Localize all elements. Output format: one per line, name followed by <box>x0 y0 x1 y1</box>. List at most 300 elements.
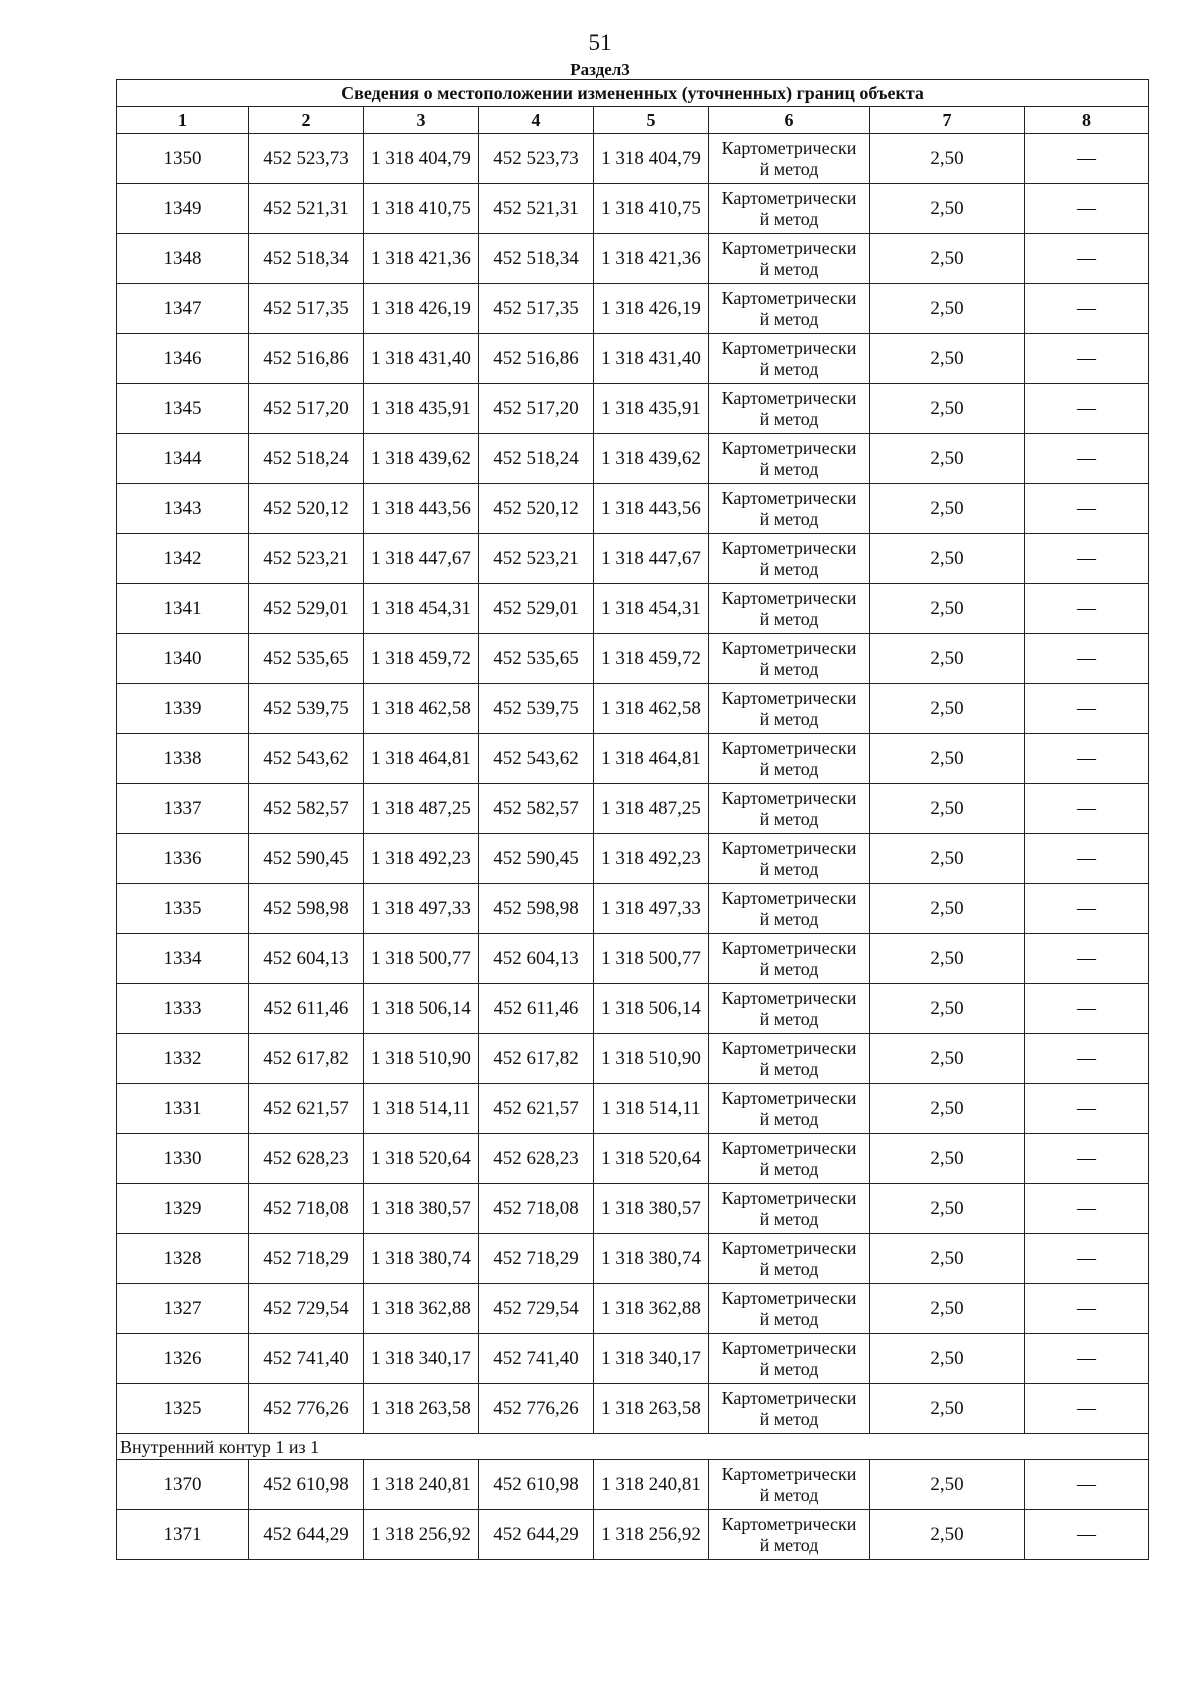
method-line-2: й метод <box>759 158 819 179</box>
y-coordinate-cell: 1 318 426,19 <box>594 284 709 334</box>
description-cell: — <box>1025 1384 1149 1434</box>
accuracy-cell: 2,50 <box>870 434 1025 484</box>
y-coordinate-cell: 1 318 447,67 <box>594 534 709 584</box>
method-line-1: Картометрически <box>721 1137 857 1158</box>
y-coordinate-cell: 1 318 256,92 <box>364 1510 479 1560</box>
method-line-2: й метод <box>759 1108 819 1129</box>
table-row <box>117 1034 1149 1084</box>
method-line-2: й метод <box>759 1408 819 1429</box>
x-coordinate-cell: 452 520,12 <box>249 484 364 534</box>
method-line-2: й метод <box>759 908 819 929</box>
description-cell: — <box>1025 534 1149 584</box>
point-number-cell: 1328 <box>117 1234 249 1284</box>
y-coordinate-cell: 1 318 421,36 <box>364 234 479 284</box>
accuracy-cell: 2,50 <box>870 134 1025 184</box>
accuracy-cell: 2,50 <box>870 1284 1025 1334</box>
column-number: 3 <box>364 107 479 134</box>
method-line-1: Картометрически <box>721 1287 857 1308</box>
point-number-cell: 1338 <box>117 734 249 784</box>
y-coordinate-cell: 1 318 256,92 <box>594 1510 709 1560</box>
description-cell: — <box>1025 434 1149 484</box>
description-cell: — <box>1025 984 1149 1034</box>
x-coordinate-cell: 452 617,82 <box>249 1034 364 1084</box>
y-coordinate-cell: 1 318 464,81 <box>594 734 709 784</box>
point-number-cell: 1371 <box>117 1510 249 1560</box>
point-number-cell: 1326 <box>117 1334 249 1384</box>
method-line-2: й метод <box>759 1158 819 1179</box>
method-cell <box>709 684 870 734</box>
method-line-2: й метод <box>759 1534 819 1555</box>
table-row <box>117 634 1149 684</box>
accuracy-cell: 2,50 <box>870 1234 1025 1284</box>
y-coordinate-cell: 1 318 435,91 <box>364 384 479 434</box>
y-coordinate-cell: 1 318 520,64 <box>594 1134 709 1184</box>
description-cell: — <box>1025 1234 1149 1284</box>
y-coordinate-cell: 1 318 426,19 <box>364 284 479 334</box>
y-coordinate-cell: 1 318 462,58 <box>364 684 479 734</box>
method-cell <box>709 384 870 434</box>
x-coordinate-cell: 452 610,98 <box>479 1460 594 1510</box>
method-line-2: й метод <box>759 1358 819 1379</box>
table-row <box>117 784 1149 834</box>
method-cell <box>709 1234 870 1284</box>
x-coordinate-cell: 452 598,98 <box>479 884 594 934</box>
method-line-1: Картометрически <box>721 1337 857 1358</box>
y-coordinate-cell: 1 318 492,23 <box>364 834 479 884</box>
x-coordinate-cell: 452 535,65 <box>249 634 364 684</box>
y-coordinate-cell: 1 318 380,57 <box>364 1184 479 1234</box>
table-row <box>117 1510 1149 1560</box>
x-coordinate-cell: 452 611,46 <box>249 984 364 1034</box>
y-coordinate-cell: 1 318 447,67 <box>364 534 479 584</box>
method-line-2: й метод <box>759 258 819 279</box>
point-number-cell: 1330 <box>117 1134 249 1184</box>
method-line-2: й метод <box>759 858 819 879</box>
point-number-cell: 1340 <box>117 634 249 684</box>
y-coordinate-cell: 1 318 380,74 <box>594 1234 709 1284</box>
accuracy-cell: 2,50 <box>870 1184 1025 1234</box>
method-line-1: Картометрически <box>721 1463 857 1484</box>
method-cell <box>709 334 870 384</box>
description-cell: — <box>1025 1184 1149 1234</box>
table-row <box>117 334 1149 384</box>
page-number: 51 <box>588 30 612 55</box>
table-row <box>117 484 1149 534</box>
method-line-2: й метод <box>759 1308 819 1329</box>
accuracy-cell: 2,50 <box>870 1084 1025 1134</box>
column-number: 2 <box>249 107 364 134</box>
x-coordinate-cell: 452 543,62 <box>249 734 364 784</box>
accuracy-cell: 2,50 <box>870 884 1025 934</box>
table-row <box>117 1334 1149 1384</box>
point-number-cell: 1348 <box>117 234 249 284</box>
y-coordinate-cell: 1 318 506,14 <box>594 984 709 1034</box>
y-coordinate-cell: 1 318 362,88 <box>594 1284 709 1334</box>
description-cell: — <box>1025 1510 1149 1560</box>
y-coordinate-cell: 1 318 497,33 <box>594 884 709 934</box>
x-coordinate-cell: 452 776,26 <box>249 1384 364 1434</box>
x-coordinate-cell: 452 518,24 <box>249 434 364 484</box>
y-coordinate-cell: 1 318 340,17 <box>594 1334 709 1384</box>
description-cell: — <box>1025 934 1149 984</box>
description-cell: — <box>1025 634 1149 684</box>
y-coordinate-cell: 1 318 439,62 <box>594 434 709 484</box>
accuracy-cell: 2,50 <box>870 634 1025 684</box>
description-cell: — <box>1025 1084 1149 1134</box>
y-coordinate-cell: 1 318 506,14 <box>364 984 479 1034</box>
y-coordinate-cell: 1 318 500,77 <box>364 934 479 984</box>
column-number: 6 <box>709 107 870 134</box>
x-coordinate-cell: 452 539,75 <box>479 684 594 734</box>
table-row <box>117 984 1149 1034</box>
table-row <box>117 1084 1149 1134</box>
point-number-cell: 1327 <box>117 1284 249 1334</box>
method-line-1: Картометрически <box>721 487 857 508</box>
x-coordinate-cell: 452 590,45 <box>479 834 594 884</box>
x-coordinate-cell: 452 521,31 <box>479 184 594 234</box>
y-coordinate-cell: 1 318 443,56 <box>364 484 479 534</box>
method-line-1: Картометрически <box>721 187 857 208</box>
x-coordinate-cell: 452 776,26 <box>479 1384 594 1434</box>
method-line-1: Картометрически <box>721 437 857 458</box>
table-row <box>117 584 1149 634</box>
x-coordinate-cell: 452 628,23 <box>249 1134 364 1184</box>
point-number-cell: 1332 <box>117 1034 249 1084</box>
contour-heading-row <box>117 1434 1149 1460</box>
y-coordinate-cell: 1 318 500,77 <box>594 934 709 984</box>
table-row <box>117 834 1149 884</box>
method-cell <box>709 984 870 1034</box>
method-line-2: й метод <box>759 1484 819 1505</box>
accuracy-cell: 2,50 <box>870 1334 1025 1384</box>
accuracy-cell: 2,50 <box>870 684 1025 734</box>
method-line-1: Картометрически <box>721 837 857 858</box>
x-coordinate-cell: 452 718,08 <box>249 1184 364 1234</box>
accuracy-cell: 2,50 <box>870 1034 1025 1084</box>
method-cell <box>709 884 870 934</box>
method-cell <box>709 184 870 234</box>
y-coordinate-cell: 1 318 362,88 <box>364 1284 479 1334</box>
table-row <box>117 284 1149 334</box>
point-number-cell: 1350 <box>117 134 249 184</box>
x-coordinate-cell: 452 543,62 <box>479 734 594 784</box>
y-coordinate-cell: 1 318 510,90 <box>364 1034 479 1084</box>
method-line-2: й метод <box>759 208 819 229</box>
y-coordinate-cell: 1 318 431,40 <box>594 334 709 384</box>
method-line-2: й метод <box>759 358 819 379</box>
y-coordinate-cell: 1 318 380,74 <box>364 1234 479 1284</box>
method-line-1: Картометрически <box>721 1237 857 1258</box>
table-row <box>117 1460 1149 1510</box>
x-coordinate-cell: 452 644,29 <box>479 1510 594 1560</box>
y-coordinate-cell: 1 318 410,75 <box>364 184 479 234</box>
method-cell <box>709 784 870 834</box>
x-coordinate-cell: 452 516,86 <box>479 334 594 384</box>
y-coordinate-cell: 1 318 459,72 <box>594 634 709 684</box>
column-number: 5 <box>594 107 709 134</box>
y-coordinate-cell: 1 318 462,58 <box>594 684 709 734</box>
table-row <box>117 1284 1149 1334</box>
point-number-cell: 1345 <box>117 384 249 434</box>
x-coordinate-cell: 452 604,13 <box>249 934 364 984</box>
method-line-2: й метод <box>759 1008 819 1029</box>
x-coordinate-cell: 452 523,21 <box>479 534 594 584</box>
accuracy-cell: 2,50 <box>870 784 1025 834</box>
accuracy-cell: 2,50 <box>870 734 1025 784</box>
x-coordinate-cell: 452 718,08 <box>479 1184 594 1234</box>
method-line-1: Картометрически <box>721 987 857 1008</box>
accuracy-cell: 2,50 <box>870 234 1025 284</box>
point-number-cell: 1331 <box>117 1084 249 1134</box>
description-cell: — <box>1025 334 1149 384</box>
table-row <box>117 1234 1149 1284</box>
y-coordinate-cell: 1 318 454,31 <box>594 584 709 634</box>
x-coordinate-cell: 452 590,45 <box>249 834 364 884</box>
method-line-2: й метод <box>759 1058 819 1079</box>
table-row <box>117 434 1149 484</box>
table-row <box>117 184 1149 234</box>
y-coordinate-cell: 1 318 510,90 <box>594 1034 709 1084</box>
method-line-1: Картометрически <box>721 537 857 558</box>
method-cell <box>709 134 870 184</box>
x-coordinate-cell: 452 516,86 <box>249 334 364 384</box>
x-coordinate-cell: 452 582,57 <box>479 784 594 834</box>
y-coordinate-cell: 1 318 431,40 <box>364 334 479 384</box>
x-coordinate-cell: 452 741,40 <box>249 1334 364 1384</box>
method-line-1: Картометрически <box>721 287 857 308</box>
y-coordinate-cell: 1 318 410,75 <box>594 184 709 234</box>
table-row <box>117 884 1149 934</box>
point-number-cell: 1325 <box>117 1384 249 1434</box>
y-coordinate-cell: 1 318 520,64 <box>364 1134 479 1184</box>
x-coordinate-cell: 452 523,21 <box>249 534 364 584</box>
method-line-2: й метод <box>759 958 819 979</box>
method-line-1: Картометрически <box>721 137 857 158</box>
point-number-cell: 1337 <box>117 784 249 834</box>
method-line-1: Картометрически <box>721 737 857 758</box>
y-coordinate-cell: 1 318 439,62 <box>364 434 479 484</box>
method-cell <box>709 1134 870 1184</box>
method-cell <box>709 934 870 984</box>
accuracy-cell: 2,50 <box>870 984 1025 1034</box>
method-line-1: Картометрически <box>721 337 857 358</box>
method-cell <box>709 1460 870 1510</box>
method-line-1: Картометрически <box>721 237 857 258</box>
description-cell: — <box>1025 384 1149 434</box>
x-coordinate-cell: 452 729,54 <box>479 1284 594 1334</box>
y-coordinate-cell: 1 318 492,23 <box>594 834 709 884</box>
method-line-1: Картометрически <box>721 1037 857 1058</box>
description-cell: — <box>1025 1284 1149 1334</box>
table-row <box>117 934 1149 984</box>
table-row <box>117 684 1149 734</box>
x-coordinate-cell: 452 523,73 <box>479 134 594 184</box>
x-coordinate-cell: 452 729,54 <box>249 1284 364 1334</box>
y-coordinate-cell: 1 318 263,58 <box>364 1384 479 1434</box>
x-coordinate-cell: 452 517,35 <box>479 284 594 334</box>
column-number: 4 <box>479 107 594 134</box>
x-coordinate-cell: 452 621,57 <box>249 1084 364 1134</box>
y-coordinate-cell: 1 318 404,79 <box>364 134 479 184</box>
x-coordinate-cell: 452 518,24 <box>479 434 594 484</box>
description-cell: — <box>1025 184 1149 234</box>
y-coordinate-cell: 1 318 443,56 <box>594 484 709 534</box>
y-coordinate-cell: 1 318 514,11 <box>364 1084 479 1134</box>
accuracy-cell: 2,50 <box>870 934 1025 984</box>
x-coordinate-cell: 452 610,98 <box>249 1460 364 1510</box>
y-coordinate-cell: 1 318 514,11 <box>594 1084 709 1134</box>
description-cell: — <box>1025 1034 1149 1084</box>
table-body <box>117 80 1149 1560</box>
method-cell <box>709 1384 870 1434</box>
method-cell <box>709 234 870 284</box>
coordinates-table <box>116 79 1149 1560</box>
x-coordinate-cell: 452 604,13 <box>479 934 594 984</box>
y-coordinate-cell: 1 318 404,79 <box>594 134 709 184</box>
description-cell: — <box>1025 784 1149 834</box>
point-number-cell: 1370 <box>117 1460 249 1510</box>
x-coordinate-cell: 452 529,01 <box>479 584 594 634</box>
method-line-1: Картометрически <box>721 887 857 908</box>
point-number-cell: 1343 <box>117 484 249 534</box>
table-caption-row <box>117 80 1149 107</box>
y-coordinate-cell: 1 318 240,81 <box>364 1460 479 1510</box>
x-coordinate-cell: 452 535,65 <box>479 634 594 684</box>
method-line-2: й метод <box>759 808 819 829</box>
accuracy-cell: 2,50 <box>870 384 1025 434</box>
contour-label: Внутренний контур 1 из 1 <box>117 1434 1149 1460</box>
method-cell <box>709 434 870 484</box>
method-cell <box>709 1334 870 1384</box>
table-row <box>117 384 1149 434</box>
accuracy-cell: 2,50 <box>870 1460 1025 1510</box>
method-line-1: Картометрически <box>721 1187 857 1208</box>
point-number-cell: 1339 <box>117 684 249 734</box>
method-line-2: й метод <box>759 708 819 729</box>
method-line-1: Картометрически <box>721 687 857 708</box>
section-title: Раздел3 <box>570 60 630 79</box>
point-number-cell: 1336 <box>117 834 249 884</box>
method-line-1: Картометрически <box>721 937 857 958</box>
column-number: 8 <box>1025 107 1149 134</box>
point-number-cell: 1335 <box>117 884 249 934</box>
method-line-1: Картометрически <box>721 387 857 408</box>
description-cell: — <box>1025 834 1149 884</box>
method-line-2: й метод <box>759 308 819 329</box>
x-coordinate-cell: 452 718,29 <box>249 1234 364 1284</box>
method-line-2: й метод <box>759 458 819 479</box>
description-cell: — <box>1025 484 1149 534</box>
method-cell <box>709 1084 870 1134</box>
description-cell: — <box>1025 584 1149 634</box>
method-line-1: Картометрически <box>721 1087 857 1108</box>
x-coordinate-cell: 452 518,34 <box>249 234 364 284</box>
point-number-cell: 1349 <box>117 184 249 234</box>
method-line-2: й метод <box>759 758 819 779</box>
x-coordinate-cell: 452 628,23 <box>479 1134 594 1184</box>
description-cell: — <box>1025 284 1149 334</box>
x-coordinate-cell: 452 644,29 <box>249 1510 364 1560</box>
method-line-2: й метод <box>759 408 819 429</box>
y-coordinate-cell: 1 318 435,91 <box>594 384 709 434</box>
accuracy-cell: 2,50 <box>870 584 1025 634</box>
point-number-cell: 1333 <box>117 984 249 1034</box>
point-number-cell: 1344 <box>117 434 249 484</box>
method-cell <box>709 1034 870 1084</box>
x-coordinate-cell: 452 521,31 <box>249 184 364 234</box>
table-row <box>117 1134 1149 1184</box>
y-coordinate-cell: 1 318 459,72 <box>364 634 479 684</box>
table-row <box>117 1384 1149 1434</box>
accuracy-cell: 2,50 <box>870 1510 1025 1560</box>
method-line-1: Картометрически <box>721 637 857 658</box>
method-cell <box>709 734 870 784</box>
y-coordinate-cell: 1 318 454,31 <box>364 584 479 634</box>
x-coordinate-cell: 452 617,82 <box>479 1034 594 1084</box>
column-number: 1 <box>117 107 249 134</box>
column-number: 7 <box>870 107 1025 134</box>
point-number-cell: 1341 <box>117 584 249 634</box>
x-coordinate-cell: 452 598,98 <box>249 884 364 934</box>
point-number-cell: 1347 <box>117 284 249 334</box>
method-line-1: Картометрически <box>721 787 857 808</box>
method-line-2: й метод <box>759 558 819 579</box>
y-coordinate-cell: 1 318 421,36 <box>594 234 709 284</box>
description-cell: — <box>1025 134 1149 184</box>
table-caption: Сведения о местоположении измененных (уточненных) границ объекта <box>117 80 1149 107</box>
method-line-1: Картометрически <box>721 1513 857 1534</box>
y-coordinate-cell: 1 318 497,33 <box>364 884 479 934</box>
accuracy-cell: 2,50 <box>870 1384 1025 1434</box>
x-coordinate-cell: 452 718,29 <box>479 1234 594 1284</box>
point-number-cell: 1342 <box>117 534 249 584</box>
x-coordinate-cell: 452 611,46 <box>479 984 594 1034</box>
accuracy-cell: 2,50 <box>870 334 1025 384</box>
table-row <box>117 734 1149 784</box>
y-coordinate-cell: 1 318 380,57 <box>594 1184 709 1234</box>
method-line-2: й метод <box>759 608 819 629</box>
accuracy-cell: 2,50 <box>870 834 1025 884</box>
y-coordinate-cell: 1 318 240,81 <box>594 1460 709 1510</box>
method-cell <box>709 484 870 534</box>
description-cell: — <box>1025 234 1149 284</box>
accuracy-cell: 2,50 <box>870 484 1025 534</box>
point-number-cell: 1329 <box>117 1184 249 1234</box>
table-row <box>117 534 1149 584</box>
x-coordinate-cell: 452 529,01 <box>249 584 364 634</box>
method-line-1: Картометрически <box>721 587 857 608</box>
table-row <box>117 134 1149 184</box>
x-coordinate-cell: 452 517,35 <box>249 284 364 334</box>
method-line-1: Картометрически <box>721 1387 857 1408</box>
x-coordinate-cell: 452 520,12 <box>479 484 594 534</box>
x-coordinate-cell: 452 539,75 <box>249 684 364 734</box>
accuracy-cell: 2,50 <box>870 184 1025 234</box>
method-line-2: й метод <box>759 658 819 679</box>
accuracy-cell: 2,50 <box>870 284 1025 334</box>
method-cell <box>709 634 870 684</box>
accuracy-cell: 2,50 <box>870 1134 1025 1184</box>
y-coordinate-cell: 1 318 464,81 <box>364 734 479 784</box>
y-coordinate-cell: 1 318 487,25 <box>594 784 709 834</box>
method-cell <box>709 534 870 584</box>
description-cell: — <box>1025 734 1149 784</box>
x-coordinate-cell: 452 582,57 <box>249 784 364 834</box>
description-cell: — <box>1025 1134 1149 1184</box>
method-line-2: й метод <box>759 1258 819 1279</box>
description-cell: — <box>1025 684 1149 734</box>
method-cell <box>709 584 870 634</box>
